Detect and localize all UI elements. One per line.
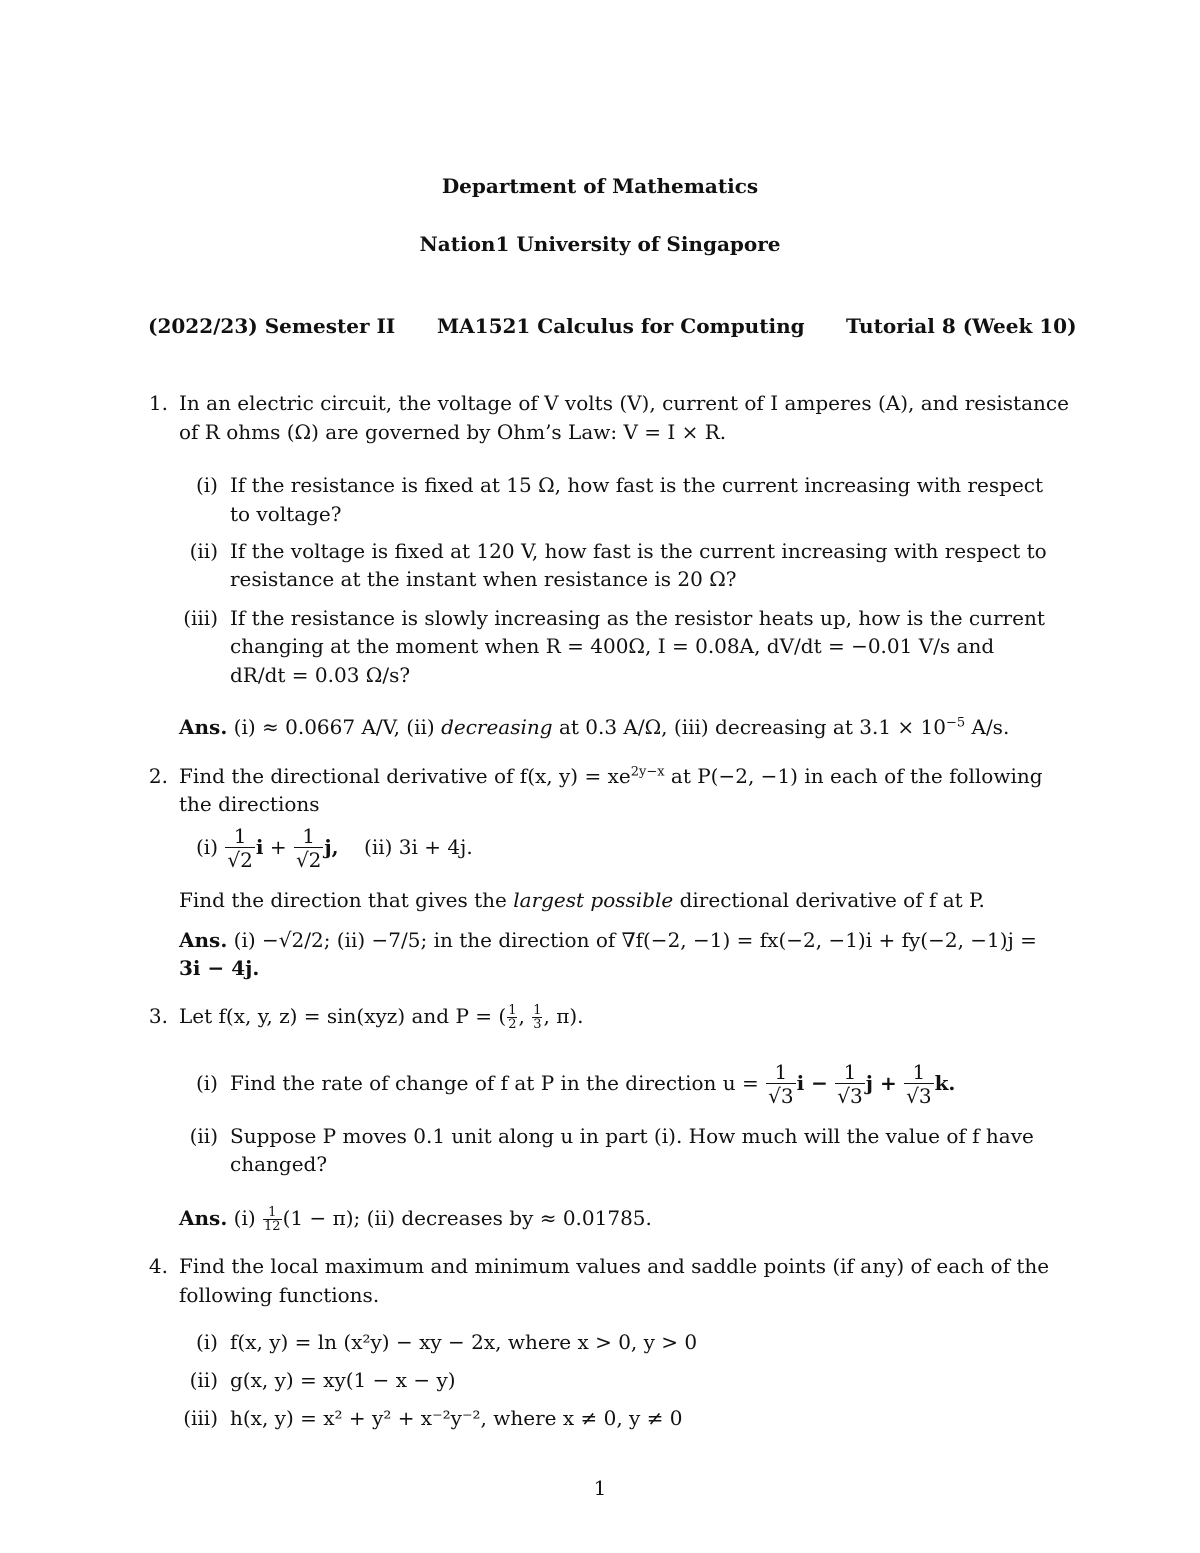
q1-text-line1: In an electric circuit, the voltage of V volts (V), current of I amperes (A), and resistance — [179, 391, 1069, 415]
q2-fraction-2-den: √2 — [295, 848, 322, 872]
q3-text-b: , π). — [543, 1004, 584, 1028]
q2-find-emphasis: largest possible — [513, 888, 674, 912]
q1-part-ii-label: (ii) — [189, 539, 218, 563]
question-1-number: 1. — [148, 391, 168, 415]
q2-text-line1 — [179, 762, 1043, 790]
q3-half-den: 2 — [508, 1017, 517, 1032]
q2-fraction-1-num: 1 — [233, 824, 247, 848]
q3-answer-b: (1 − π); (ii) decreases by ≈ 0.01785. — [282, 1206, 652, 1230]
q3-part-ii-line2: changed? — [230, 1152, 328, 1176]
q2-fraction-1 — [225, 825, 254, 872]
q2-find-direction — [179, 886, 985, 914]
q3-answer-fraction-num: 1 — [268, 1205, 277, 1220]
q1-answer-emphasis: decreasing — [441, 715, 553, 739]
q3-answer-fraction-den: 12 — [264, 1219, 281, 1234]
q2-find-a: Find the direction that gives the — [179, 888, 507, 912]
q2-answer-line1 — [179, 926, 1037, 954]
q2-part-i-label: (i) — [196, 835, 219, 859]
q4-part-iii-label: (iii) — [183, 1406, 218, 1430]
q1-part-iii-label: (iii) — [183, 606, 218, 630]
q1-part-iii-line3: dR/dt = 0.03 Ω/s? — [230, 663, 411, 687]
q1-part-iii-line1: If the resistance is slowly increasing as the resistor heats up, how is the current — [230, 606, 1045, 630]
q2-directions — [196, 818, 473, 876]
q1-part-ii-line2: resistance at the instant when resistance is 20 Ω? — [230, 567, 737, 591]
q1-part-i-line2: to voltage? — [230, 502, 342, 526]
q1-answer-part-c: at 0.3 A/Ω, (iii) decreasing at 3.1 × 10 — [558, 715, 946, 739]
q3-part-ii-label: (ii) — [189, 1124, 218, 1148]
q4-part-ii-label: (ii) — [189, 1368, 218, 1392]
q1-part-i-label: (i) — [195, 473, 218, 497]
q3-half-num: 1 — [508, 1003, 517, 1018]
q1-answer-part-d: A/s. — [971, 715, 1010, 739]
q1-part-ii-line1: If the voltage is fixed at 120 V, how fast is the current increasing with respect to — [230, 539, 1047, 563]
q2-find-c: directional derivative of f at P. — [679, 888, 985, 912]
q3-fraction-2 — [835, 1061, 864, 1108]
q1-part-iii-line2: changing at the moment when R = 400Ω, I = 0.08A, dV/dt = −0.01 V/s and — [230, 634, 995, 658]
q2-answer-label: Ans. — [179, 928, 228, 952]
tutorial-label: Tutorial 8 (Week 10) — [846, 314, 1077, 338]
q4-part-iii-text: h(x, y) = x² + y² + x⁻²y⁻², where x ≠ 0, y ≠ 0 — [230, 1406, 683, 1430]
q3-fraction-1-num: 1 — [774, 1060, 788, 1084]
q3-k-vector: k. — [934, 1071, 956, 1095]
q3-j-vector: j + — [865, 1071, 897, 1095]
question-4-number: 4. — [148, 1254, 168, 1278]
q2-text-line1-b: at P(−2, −1) in each of the following — [670, 764, 1043, 788]
q3-part-i-text: Find the rate of change of f at P in the direction u = — [230, 1071, 759, 1095]
q3-fraction-3 — [904, 1061, 933, 1108]
q2-text-line2: the directions — [179, 792, 320, 816]
q4-text-line2: following functions. — [179, 1283, 380, 1307]
q3-part-i-label: (i) — [195, 1071, 218, 1095]
q3-text-a: Let f(x, y, z) = sin(xyz) and P = ( — [179, 1004, 507, 1028]
q1-answer-label: Ans. — [179, 715, 228, 739]
q2-part-ii: (ii) 3i + 4j. — [364, 835, 473, 859]
q1-answer — [179, 713, 1009, 741]
q3-answer — [179, 1204, 652, 1233]
q2-answer-line2: 3i − 4j. — [179, 956, 260, 980]
page-number: 1 — [593, 1476, 607, 1500]
q3-answer-label: Ans. — [179, 1206, 228, 1230]
q1-answer-part-a: (i) ≈ 0.0667 A/V, (ii) — [233, 715, 435, 739]
q3-fraction-2-num: 1 — [843, 1060, 857, 1084]
question-3-number: 3. — [148, 1004, 168, 1028]
q3-i-vector: i − — [796, 1071, 828, 1095]
q2-answer-text: (i) −√2/2; (ii) −7/5; in the direction of ∇f(−2, −1) = fx(−2, −1)i + fy(−2, −1)j = — [233, 928, 1037, 952]
q1-text-line2: of R ohms (Ω) are governed by Ohm’s Law: V = I × R. — [179, 420, 727, 444]
q3-answer-fraction — [263, 1206, 282, 1233]
q3-half — [507, 1004, 517, 1031]
q3-fraction-1-den: √3 — [768, 1084, 794, 1108]
q4-part-ii-text: g(x, y) = xy(1 − x − y) — [230, 1368, 456, 1392]
q2-text-line1-a: Find the directional derivative of f(x, y) = xe — [179, 764, 631, 788]
q2-plus: + — [269, 835, 287, 859]
q3-text: Let f(x, y, z) = sin(xyz) and P = ( $\frac{1}{2}$ , $\frac{1}{3}$ , π). — [179, 1003, 584, 1032]
q3-fraction-2-den: √3 — [837, 1084, 863, 1108]
q2-exponent: 2y−x — [630, 764, 665, 780]
q3-fraction-3-num: 1 — [912, 1060, 926, 1084]
q1-part-i-line1: If the resistance is fixed at 15 Ω, how fast is the current increasing with respect — [230, 473, 1044, 497]
q3-answer-a: (i) — [233, 1206, 256, 1230]
q2-i-vector: i — [255, 835, 264, 859]
question-2-number: 2. — [148, 764, 168, 788]
q3-fraction-1 — [766, 1061, 795, 1108]
q3-third-num: 1 — [533, 1003, 542, 1018]
university-title: Nation1 University of Singapore — [419, 232, 781, 256]
q4-part-i-label: (i) — [195, 1330, 218, 1354]
q2-fraction-2 — [294, 825, 323, 872]
q3-third — [532, 1004, 542, 1031]
q3-third-den: 3 — [533, 1017, 542, 1032]
q4-text-line1: Find the local maximum and minimum values and saddle points (if any) of each of the — [179, 1254, 1050, 1278]
semester-label: (2022/23) Semester II — [148, 314, 396, 338]
department-title: Department of Mathematics — [441, 174, 759, 198]
q3-part-ii-line1: Suppose P moves 0.1 unit along u in part (i). How much will the value of f have — [230, 1124, 1034, 1148]
q3-part-i — [230, 1054, 955, 1112]
q3-fraction-3-den: √3 — [906, 1084, 932, 1108]
q2-fraction-2-num: 1 — [302, 824, 316, 848]
course-title: MA1521 Calculus for Computing — [437, 314, 805, 338]
q2-j-vector: j, — [324, 835, 339, 859]
q2-fraction-1-den: √2 — [227, 848, 253, 872]
q4-part-i-text: f(x, y) = ln (x²y) − xy − 2x, where x > 0, y > 0 — [230, 1330, 698, 1354]
q1-answer-exponent: −5 — [945, 715, 966, 731]
